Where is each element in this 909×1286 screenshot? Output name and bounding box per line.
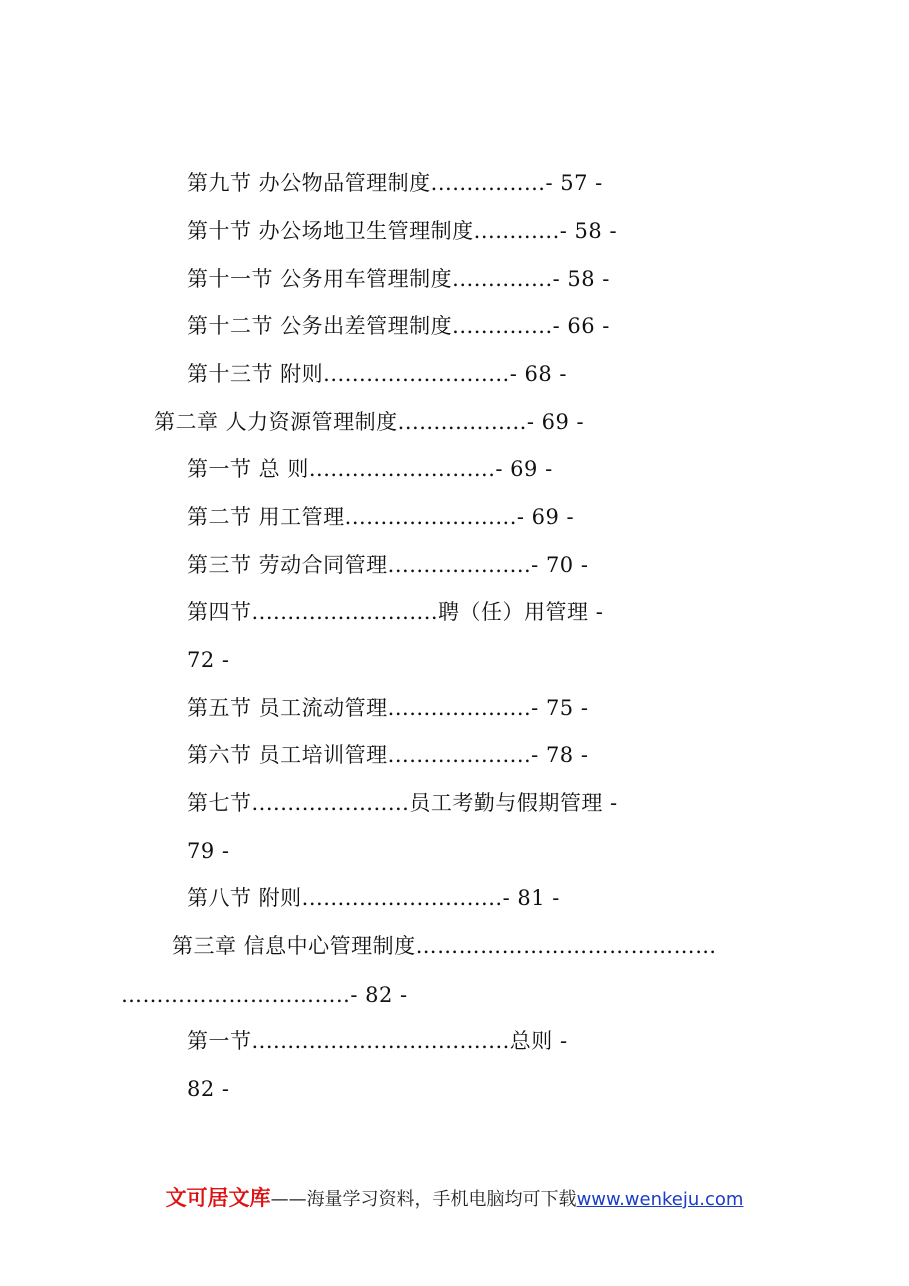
- toc-entry-ch3-sec1: 第一节....................................总则 -: [187, 1029, 568, 1053]
- toc-entry-chapter-3: 第三章 信息中心管理制度……………………………………: [172, 934, 717, 958]
- toc-entry-ch1-sec9: 第九节 办公物品管理制度................- 57 -: [187, 171, 603, 195]
- footer-slogan: ——海量学习资料，手机电脑均可下载: [270, 1189, 577, 1210]
- footer-site-link[interactable]: www.wenkeju.com: [576, 1189, 744, 1210]
- toc-entry-chapter-3-page: …………………………..- 82 -: [121, 983, 408, 1007]
- toc-entry-ch2-sec1: 第一节 总 则..........................- 69 -: [187, 457, 553, 481]
- toc-entry-ch1-sec11: 第十一节 公务用车管理制度..............- 58 -: [187, 267, 610, 291]
- toc-entry-ch1-sec13: 第十三节 附则..........................- 68 -: [187, 362, 567, 386]
- toc-entry-ch2-sec2: 第二节 用工管理........................- 69 -: [187, 505, 575, 529]
- toc-entry-ch2-sec7-page: 79 -: [187, 839, 230, 863]
- footer-banner: [0, 1182, 909, 1212]
- toc-entry-ch1-sec10: 第十节 办公场地卫生管理制度............- 58 -: [187, 219, 618, 243]
- toc-entry-ch1-sec12: 第十二节 公务出差管理制度..............- 66 -: [187, 314, 610, 338]
- toc-entry-ch2-sec7: 第七节......................员工考勤与假期管理 -: [187, 791, 618, 815]
- toc-entry-ch2-sec3: 第三节 劳动合同管理....................- 70 -: [187, 553, 589, 577]
- toc-entry-ch2-sec4-page: 72 -: [187, 648, 230, 672]
- toc-entry-chapter-2: 第二章 人力资源管理制度..................- 69 -: [154, 410, 585, 434]
- toc-entry-ch2-sec5: 第五节 员工流动管理....................- 75 -: [187, 696, 589, 720]
- toc-entry-ch2-sec8: 第八节 附则............................- 81 -: [187, 886, 560, 910]
- toc-entry-ch2-sec6: 第六节 员工培训管理....................- 78 -: [187, 743, 589, 767]
- footer-brand: 文可居文库: [165, 1186, 271, 1210]
- toc-entry-ch3-sec1-page: 82 -: [187, 1077, 230, 1101]
- toc-entry-ch2-sec4: 第四节..........................聘（任）用管理 -: [187, 600, 604, 624]
